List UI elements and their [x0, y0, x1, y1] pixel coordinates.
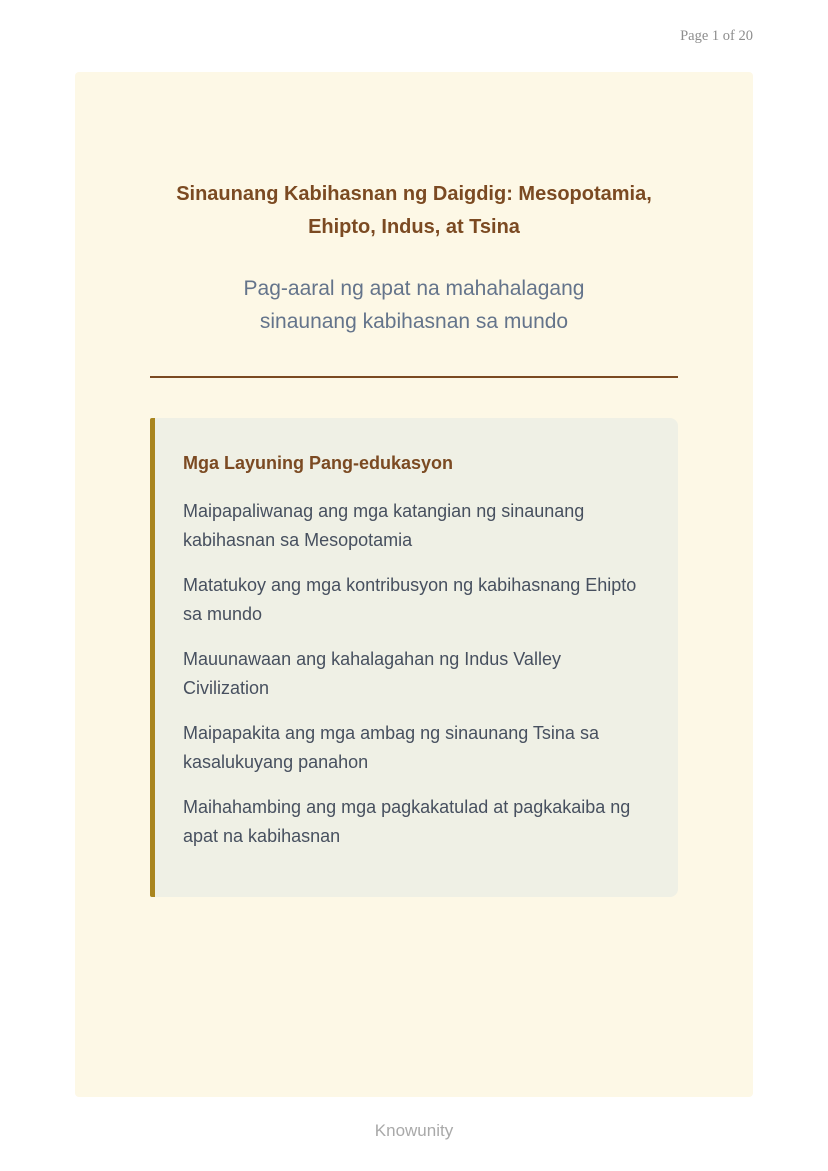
document-page — [75, 72, 753, 1097]
document-subtitle: Pag-aaral ng apat na mahahalagang sinaunang kabihasnan sa mundo — [243, 277, 585, 333]
objective-item: Matatukoy ang mga kontribusyon ng kabihasnang Ehipto sa mundo — [183, 575, 637, 624]
divider-line — [150, 376, 678, 378]
page-indicator: Page 1 of 20 — [680, 28, 753, 44]
objective-item: Maipapakita ang mga ambag ng sinaunang Tsina sa kasalukuyang panahon — [183, 723, 599, 772]
objective-item: Maihahambing ang mga pagkakatulad at pagkakaiba ng apat na kabihasnan — [183, 797, 631, 846]
objectives-box — [150, 418, 678, 897]
objectives-heading: Mga Layuning Pang-edukasyon — [183, 453, 454, 473]
footer-brand: Knowunity — [374, 1121, 454, 1140]
objective-item: Mauunawaan ang kahalagahan ng Indus Valley Civilization — [183, 649, 561, 698]
document-title: Sinaunang Kabihasnan ng Daigdig: Mesopotamia, Ehipto, Indus, at Tsina — [176, 183, 652, 238]
objective-item: Maipapaliwanag ang mga katangian ng sinaunang kabihasnan sa Mesopotamia — [183, 501, 585, 550]
